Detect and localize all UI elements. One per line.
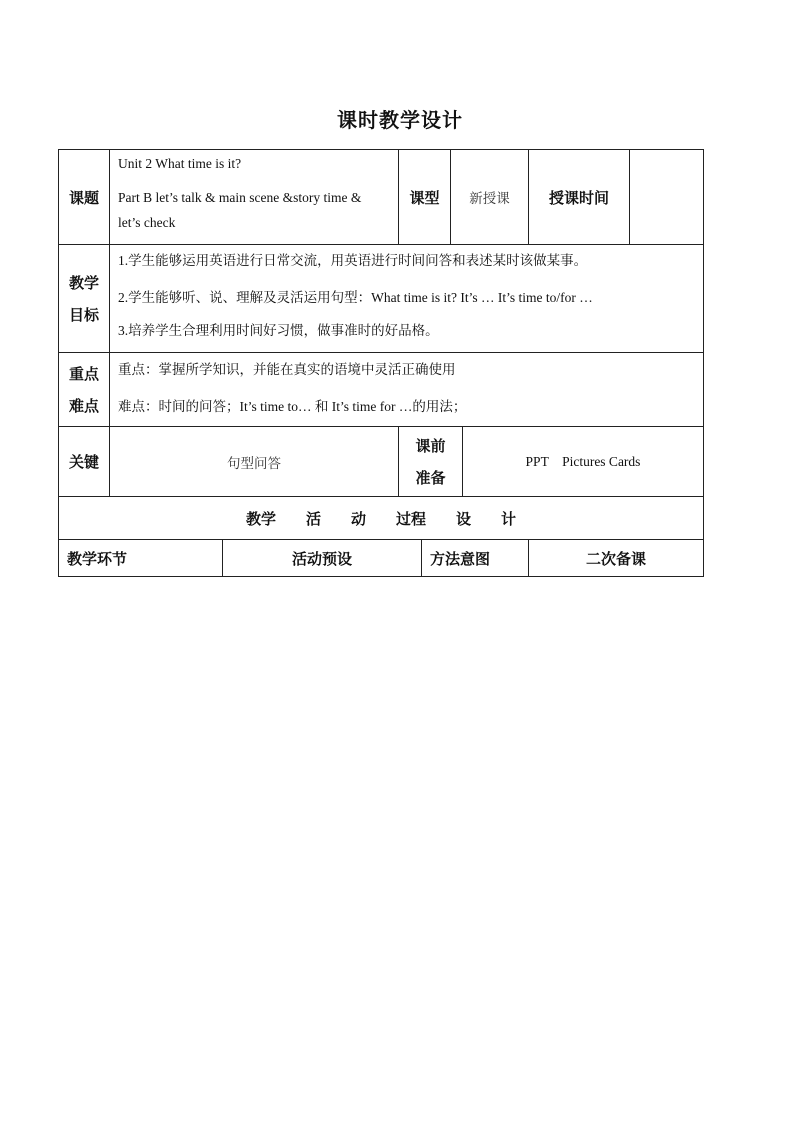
page-title: 课时教学设计 [337, 108, 463, 132]
type-label: 课型 [409, 188, 440, 207]
objectives-label-1: 教学 [68, 273, 99, 292]
col-header-stage: 教学环节 [67, 549, 128, 568]
type-value-cell [450, 149, 529, 245]
keypoints-label-2: 难点 [68, 396, 99, 415]
prep-label-cell [398, 426, 463, 497]
keypoints-label-1: 重点 [68, 364, 99, 383]
topic-value-cell [109, 149, 399, 245]
col-header-method: 方法意图 [430, 549, 491, 568]
prep-label-2: 准备 [415, 468, 446, 487]
key-label: 关键 [68, 453, 99, 471]
focus-text: 重点：掌握所学知识，并能在真实的语境中灵活正确使用 [118, 362, 456, 377]
topic-label-cell [58, 149, 110, 245]
col-header-cell [58, 539, 223, 577]
activity-title-cell [58, 496, 704, 540]
objectives-label-2: 目标 [68, 305, 99, 324]
topic-line-1: Unit 2 What time is it? [118, 156, 242, 171]
topic-line-3: let’s check [118, 215, 176, 230]
col-header-cell [528, 539, 704, 577]
topic-label: 课题 [68, 188, 99, 207]
prep-value: PPT Pictures Cards [525, 453, 641, 469]
col-header-cell [421, 539, 529, 577]
objective-item: 1.学生能够运用英语进行日常交流，用英语进行时间问答和表述某时该做某事。 [118, 253, 588, 268]
objective-item: 3.培养学生合理利用时间好习惯，做事准时的好品格。 [118, 323, 439, 338]
objectives-label-cell [58, 244, 110, 353]
col-header-cell [222, 539, 422, 577]
objectives-cell [109, 244, 704, 353]
keypoints-label-cell [58, 352, 110, 427]
key-value: 句型问答 [227, 455, 281, 472]
topic-line-2: Part B let’s talk & main scene &story time & [118, 190, 362, 205]
key-value-cell [109, 426, 399, 497]
time-label-cell [528, 149, 630, 245]
prep-label-1: 课前 [415, 436, 446, 455]
keypoints-cell [109, 352, 704, 427]
time-label: 授课时间 [548, 188, 609, 207]
difficulty-text: 难点：时间的问答；It’s time to… 和 It’s time for …的用法； [118, 399, 467, 414]
type-value: 新授课 [469, 191, 510, 207]
objective-item: 2.学生能够听、说、理解及灵活运用句型：What time is it? It’s … It’s time to/for … [118, 290, 593, 305]
col-header-revision: 二次备课 [585, 549, 646, 568]
type-label-cell [398, 149, 451, 245]
time-value-cell [629, 149, 704, 245]
activity-title: 教学 活 动 过程 设 计 [245, 509, 516, 528]
prep-value-cell [462, 426, 704, 497]
key-label-cell [58, 426, 110, 497]
col-header-activity: 活动预设 [291, 549, 352, 568]
